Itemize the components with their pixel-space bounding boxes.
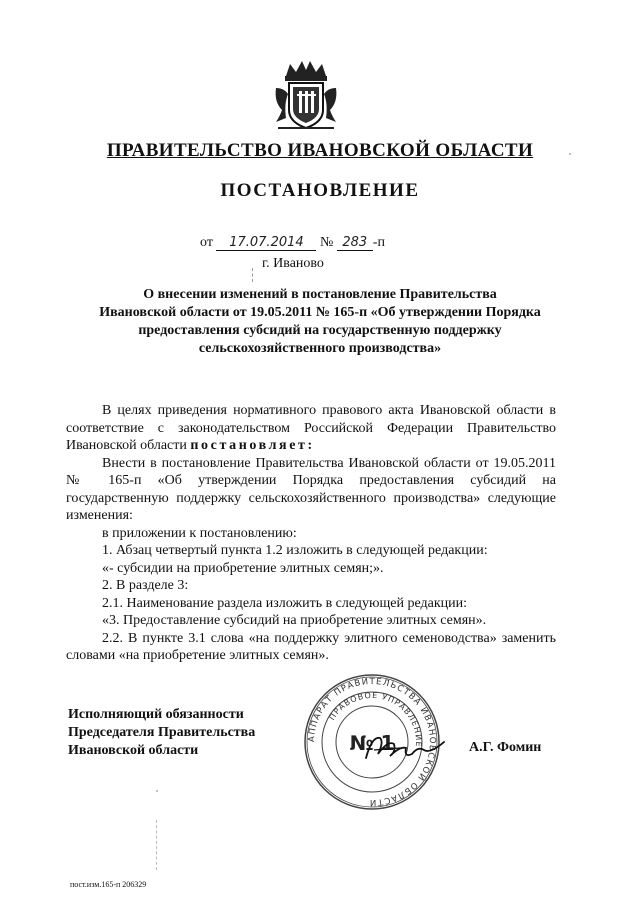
date-prefix: от — [200, 235, 213, 250]
stamp-outer-text: АППАРАТ ПРАВИТЕЛЬСТВА ИВАНОВСКОЙ ОБЛАСТИ — [306, 676, 438, 808]
government-title: ПРАВИТЕЛЬСТВО ИВАНОВСКОЙ ОБЛАСТИ — [106, 140, 534, 161]
stamp-inner-text: ПРАВОВОЕ УПРАВЛЕНИЕ — [327, 690, 424, 748]
subject-line: предоставления субсидий на государственную поддержку — [138, 323, 502, 338]
document-type: ПОСТАНОВЛЕНИЕ — [220, 180, 420, 201]
body-paragraph: 2. В разделе 3: — [102, 578, 189, 593]
margin-mark — [252, 268, 254, 282]
body-paragraph — [66, 402, 556, 455]
decree-number-line — [200, 235, 385, 251]
preamble-text: В целях приведения нормативного правового акта Ивановской области в соответствие с законодательством Российской Федерации Правительство Ивановской области — [66, 403, 556, 453]
signatory-line: Исполняющий обязанности — [68, 707, 244, 722]
subject-line: О внесении изменений в постановление Правительства — [143, 287, 497, 302]
signatory-line: Ивановской области — [68, 743, 199, 758]
ivanovo-coat-of-arms-icon — [272, 58, 340, 132]
decree-number: 283 — [337, 235, 373, 251]
body-paragraph: 2.1. Наименование раздела изложить в следующей редакции: — [102, 595, 468, 611]
signatory-name: А.Г. Фомин — [469, 740, 542, 755]
decree-subject — [72, 286, 568, 358]
document-code: пост.изм.165-п 206329 — [70, 880, 147, 889]
resolve-word: постановляет: — [190, 438, 315, 453]
number-sign: № — [319, 235, 334, 250]
subject-line: Ивановской области от 19.05.2011 № 165-п «Об утверждении Порядка — [99, 305, 541, 320]
body-paragraph: в приложении к постановлению: — [102, 525, 297, 541]
body-paragraph: Внести в постановление Правительства Ивановской области от 19.05.2011 № 165-п «Об утверждении Порядка предоставления субсидий на государственную поддержку сельскохозяйственного производства» следующие изменения: — [66, 455, 556, 523]
city: г. Иваново — [262, 256, 324, 271]
signatory-line: Председателя Правительства — [68, 725, 256, 740]
stamp-number: № 1 — [349, 731, 395, 755]
body-paragraph: 2.2. В пункте 3.1 слова «на поддержку элитного семеноводства» заменить словами «на приобретение элитных семян». — [66, 630, 556, 663]
body-paragraph: «- субсидии на приобретение элитных семян;». — [102, 560, 384, 576]
subject-line: сельскохозяйственного производства» — [198, 341, 442, 356]
decree-body — [66, 402, 556, 665]
body-paragraph: 1. Абзац четвертый пункта 1.2 изложить в следующей редакции: — [102, 543, 488, 558]
scan-speck — [569, 153, 571, 155]
margin-mark — [156, 820, 158, 870]
body-paragraph: «3. Предоставление субсидий на приобретение элитных семян». — [102, 613, 487, 628]
scan-speck — [156, 790, 158, 792]
number-suffix: -п — [372, 235, 385, 250]
handwritten-signature — [360, 728, 450, 768]
signatory-title — [68, 706, 255, 760]
decree-date: 17.07.2014 — [216, 235, 316, 251]
